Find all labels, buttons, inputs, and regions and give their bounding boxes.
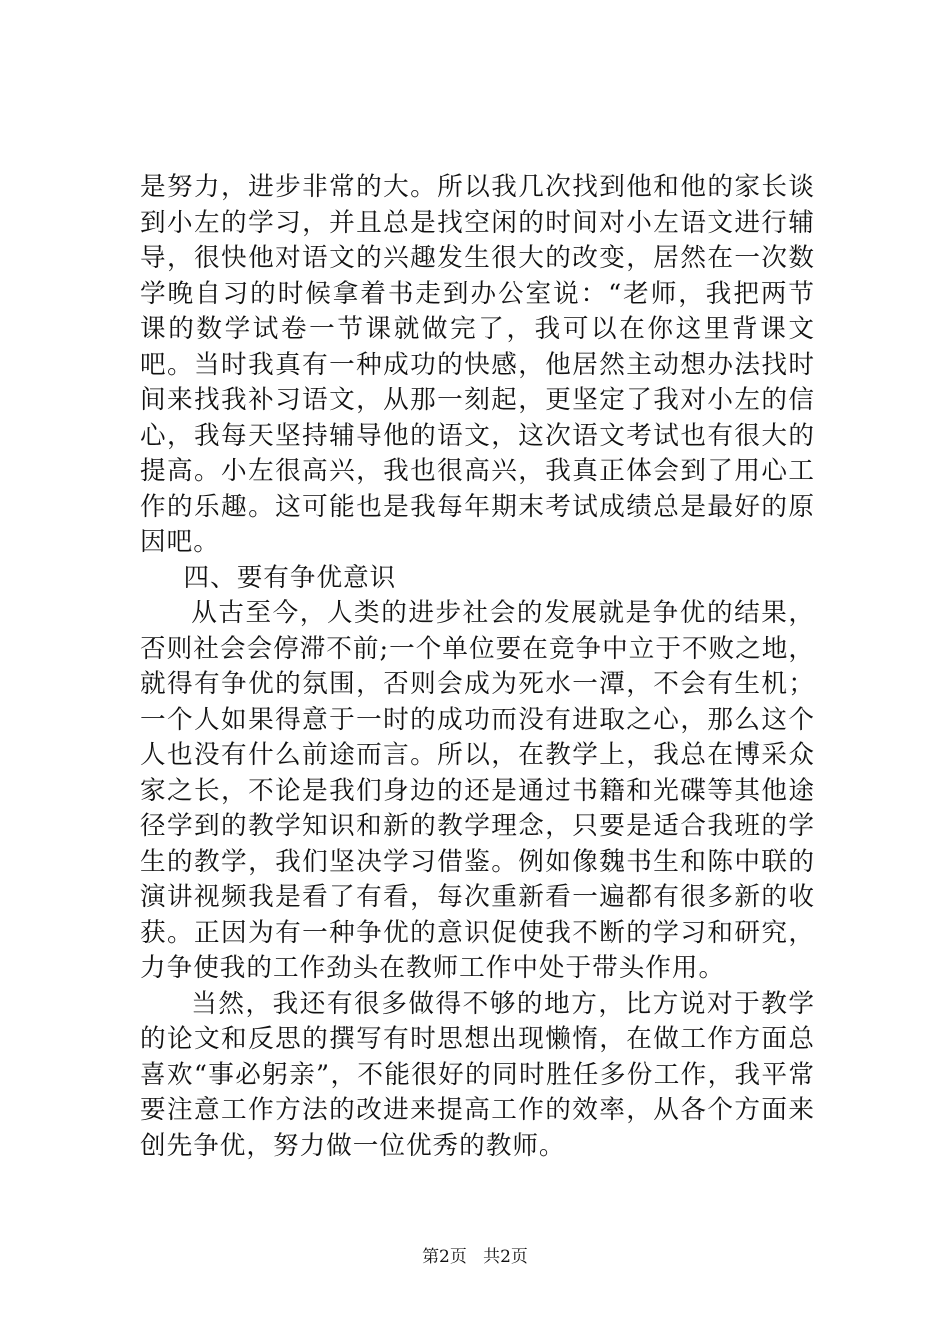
section-heading: 四、要有争优意识 xyxy=(183,562,397,593)
paragraph-conclusion: 当然，我还有很多做得不够的地方，比方说对于教学的论文和反思的撰写有时思想出现懒惰，在做工作方面总喜欢“事必躬亲”，不能很好的同时胜任多份工作，我平常要注意工作方法的改进来提高工作的效率，从各个方面来创先争优，努力做一位优秀的教师。 xyxy=(140,988,815,1161)
paragraph-continuation: 是努力，进步非常的大。所以我几次找到他和他的家长谈到小左的学习，并且总是找空闲的时间对小左语文进行辅导，很快他对语文的兴趣发生很大的改变，居然在一次数学晚自习的时候拿着书走到办公室说：“老师，我把两节课的数学试卷一节课就做完了，我可以在你这里背课文吧。当时我真有一种成功的快感，他居然主动想办法找时间来找我补习语文，从那一刻起，更坚定了我对小左的信心，我每天坚持辅导他的语文，这次语文考试也有很大的提高。小左很高兴，我也很高兴，我真正体会到了用心工作的乐趣。这可能也是我每年期末考试成绩总是最好的原因吧。 xyxy=(140,172,815,557)
paragraph-competition: 从古至今，人类的进步社会的发展就是争优的结果，否则社会会停滞不前;一个单位要在竞争中立于不败之地，就得有争优的氛围，否则会成为死水一潭，不会有生机；一个人如果得意于一时的成功而没有进取之心，那么这个人也没有什么前途而言。所以，在教学上，我总在博采众家之长，不论是我们身边的还是通过书籍和光碟等其他途径学到的教学知识和新的教学理念，只要是适合我班的学生的教学，我们坚决学习借鉴。例如像魏书生和陈中联的演讲视频我是看了有看，每次重新看一遍都有很多新的收获。正因为有一种争优的意识促使我不断的学习和研究，力争使我的工作劲头在教师工作中处于带头作用。 xyxy=(140,598,815,983)
page-number: 第2页 xyxy=(422,1247,467,1267)
document-body xyxy=(140,170,815,1164)
page-total: 共2页 xyxy=(483,1247,528,1267)
page-footer xyxy=(0,1246,950,1268)
footer-gap xyxy=(472,1246,477,1268)
